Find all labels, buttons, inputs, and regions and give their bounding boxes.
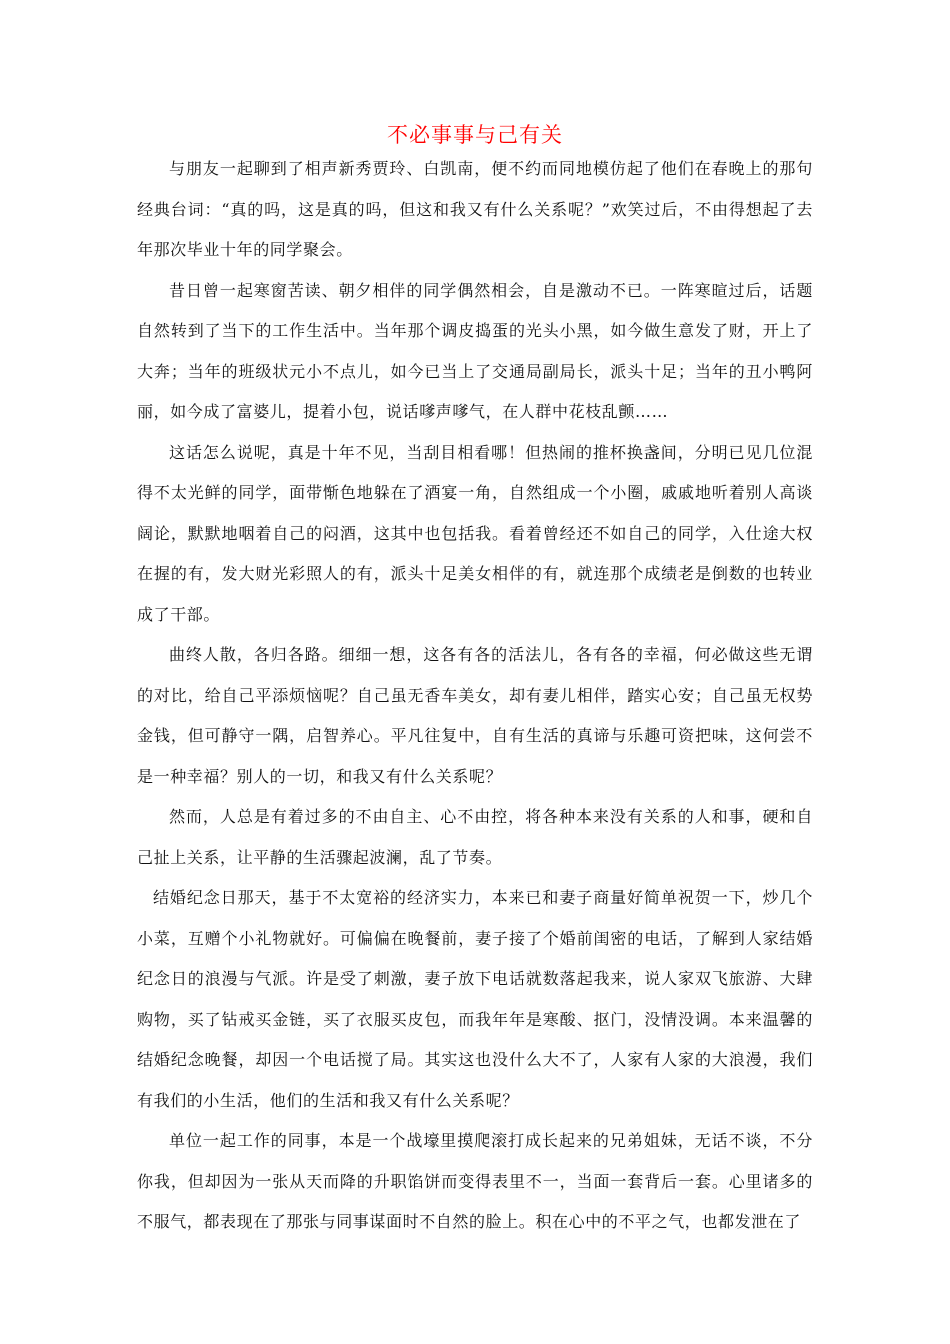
article-body — [137, 149, 813, 1243]
paragraph-6: 结婚纪念日那天，基于不太宽裕的经济实力，本来已和妻子商量好简单祝贺一下，炒几个小菜，互赠个小礼物就好。可偏偏在晚餐前，妻子接了个婚前闺密的电话，了解到人家结婚纪念日的浪漫与气派。许是受了刺激，妻子放下电话就数落起我来，说人家双飞旅游、大肆购物，买了钻戒买金链，买了衣服买皮包，而我年年是寒酸、抠门，没情没调。本来温馨的结婚纪念晚餐，却因一个电话搅了局。其实这也没什么大不了，人家有人家的大浪漫，我们有我们的小生活，他们的生活和我又有什么关系呢？ — [137, 888, 813, 1110]
paragraph-5: 然而，人总是有着过多的不由自主、心不由控，将各种本来没有关系的人和事，硬和自己扯上关系，让平静的生活骤起波澜，乱了节奏。 — [137, 807, 813, 867]
paragraph-7: 单位一起工作的同事，本是一个战壕里摸爬滚打成长起来的兄弟姐妹，无话不谈，不分你我，但却因为一张从天而降的升职馅饼而变得表里不一，当面一套背后一套。心里诸多的不服气，都表现在了那张与同事谋面时不自然的脸上。积在心中的不平之气，也都发泄在了 — [137, 1131, 813, 1231]
document-title: 不必事事与己有关 — [387, 123, 563, 147]
paragraph-3: 这话怎么说呢，真是十年不见，当刮目相看哪！但热闹的推杯换盏间，分明已见几位混得不太光鲜的同学，面带惭色地躲在了酒宴一角，自然组成一个小圈，戚戚地听着别人高谈阔论，默默地咽着自己的闷酒，这其中也包括我。看着曾经还不如自己的同学，入仕途大权在握的有，发大财光彩照人的有，派头十足美女相伴的有，就连那个成绩老是倒数的也转业成了干部。 — [137, 442, 813, 624]
paragraph-1: 与朋友一起聊到了相声新秀贾玲、白凯南，便不约而同地模仿起了他们在春晚上的那句经典台词：“真的吗，这是真的吗，但这和我又有什么关系呢？”欢笑过后，不由得想起了去年那次毕业十年的同学聚会。 — [137, 159, 813, 259]
paragraph-2: 昔日曾一起寒窗苦读、朝夕相伴的同学偶然相会，自是激动不已。一阵寒暄过后，话题自然转到了当下的工作生活中。当年那个调皮捣蛋的光头小黑，如今做生意发了财，开上了大奔；当年的班级状元小不点儿，如今已当上了交通局副局长，派头十足；当年的丑小鸭阿丽，如今成了富婆儿，提着小包，说话嗲声嗲气，在人群中花枝乱颤…… — [137, 280, 813, 421]
paragraph-4: 曲终人散，各归各路。细细一想，这各有各的活法儿，各有各的幸福，何必做这些无谓的对比，给自己平添烦恼呢？自己虽无香车美女，却有妻儿相伴，踏实心安；自己虽无权势金钱，但可静守一隅，启智养心。平凡往复中，自有生活的真谛与乐趣可资把味，这何尝不是一种幸福？别人的一切，和我又有什么关系呢？ — [137, 645, 813, 786]
